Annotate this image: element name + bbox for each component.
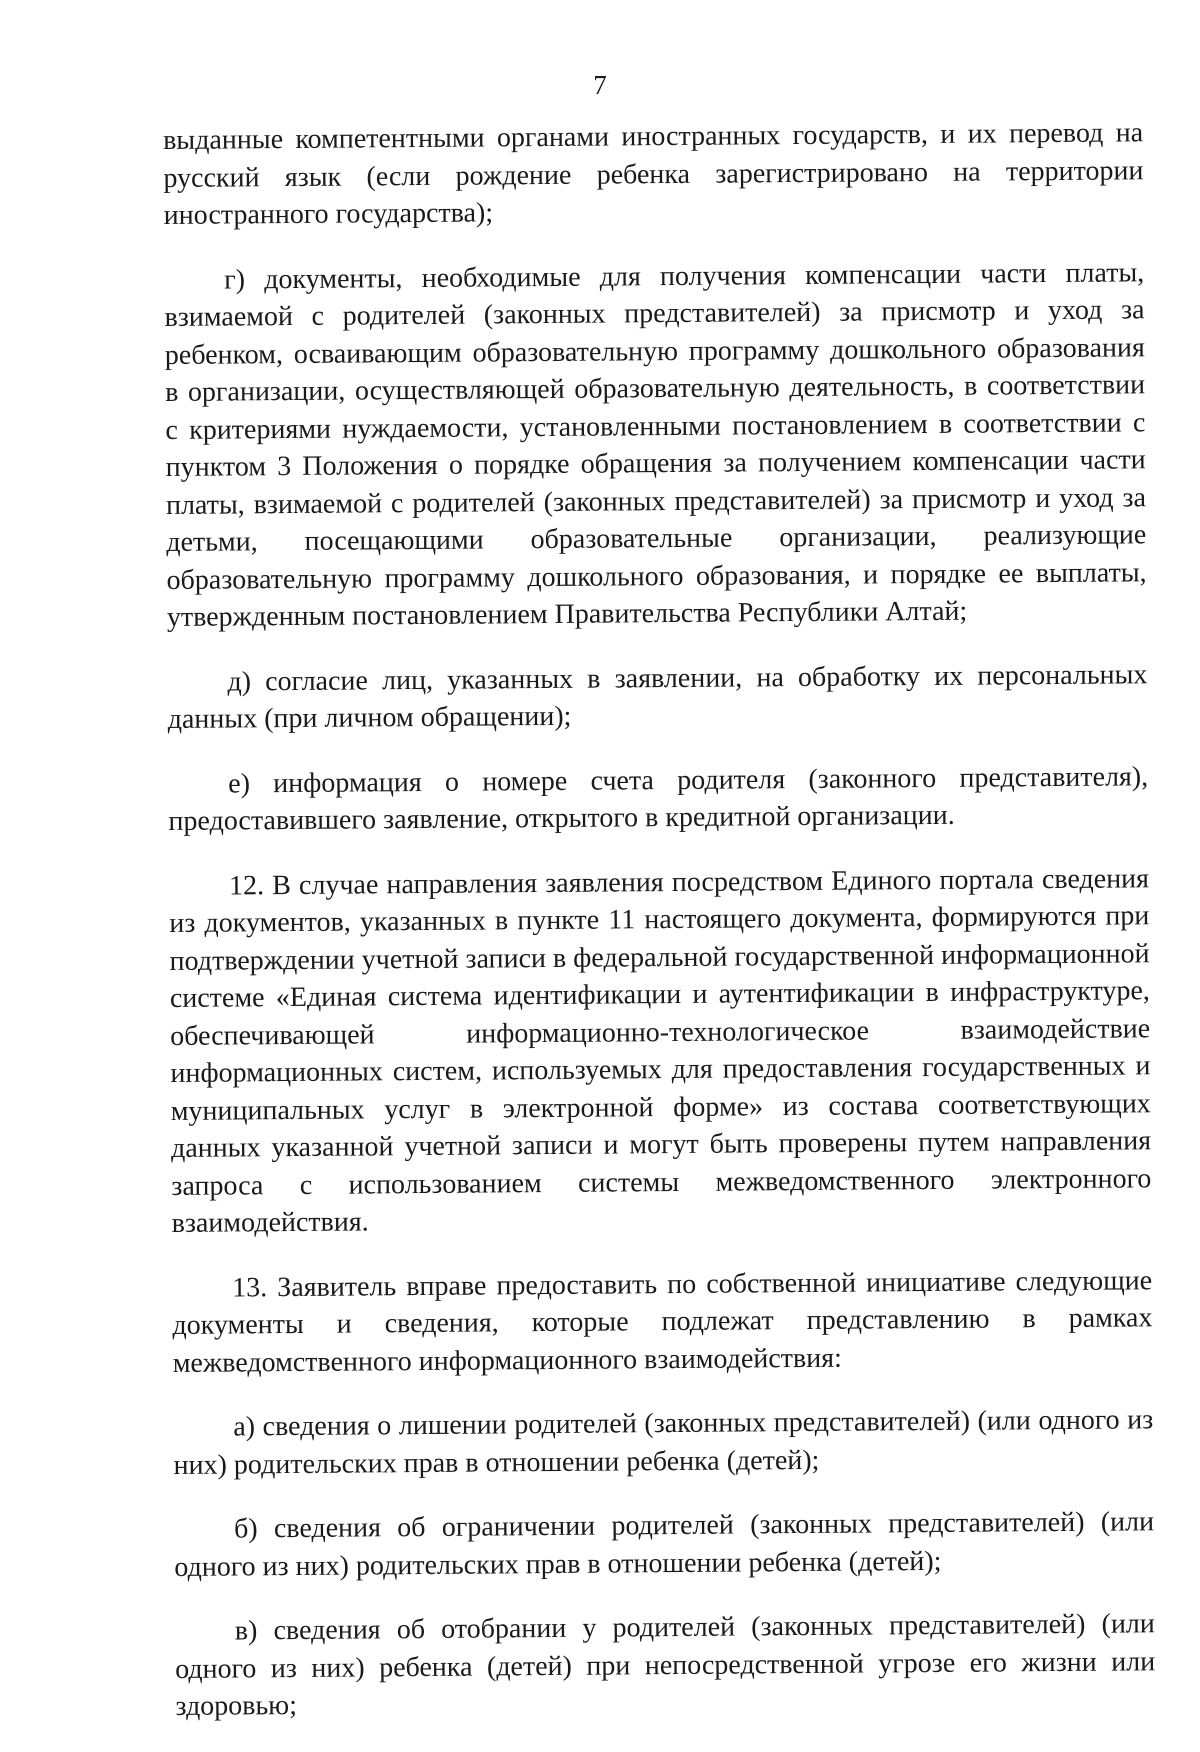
- paragraph-continuation: выданные компетентными органами иностранных государств, и их перевод на русский язык (если рождение ребенка зарегистрировано на территории иностранного государства);: [163, 117, 1144, 231]
- page-number: 7: [593, 70, 607, 100]
- list-item-a: а) сведения о лишении родителей (законных представителей) (или одного из них) родительских прав в отношении ребенка (детей);: [173, 1404, 1154, 1481]
- list-item-b: б) сведения об ограничении родителей (законных представителей) (или одного из них) родительских прав в отношении ребенка (детей);: [174, 1506, 1155, 1583]
- list-item-v: в) сведения об отобрании у родителей (законных представителей) (или одного из них) ребенка (детей) при непосредственной угрозе его жизни или здоровью;: [175, 1608, 1156, 1722]
- clause-13: 13. Заявитель вправе предоставить по собственной инициативе следующие документы и сведения, которые подлежат представлению в рамках межведомственного информационного взаимодействия:: [172, 1264, 1153, 1379]
- list-item-g: г) документы, необходимые для получения компенсации части платы, взимаемой с родителей (законных представителей) за присмотр и уход за ребенком, осваивающим образовательную программу дошкольного образования в организации, осуществляющей образовательную деятельность, в соответствии с критериями нуждаемости, установленными постановлением в соответствии с пунктом 3 Положения о порядке обращения за получением компенсации части платы, взимаемой с родителей (законных представителей) за присмотр и уход за детьми, посещающими образовательные организации, реализующие образовательную программу дошкольного образования, и порядке ее выплаты, утвержденным постановлением Правительства Республики Алтай;: [164, 256, 1147, 633]
- list-item-e: е) информация о номере счета родителя (законного представителя), предоставившего заявление, открытого в кредитной организации.: [168, 760, 1149, 837]
- list-item-d: д) согласие лиц, указанных в заявлении, на обработку их персональных данных (при личном обращении);: [167, 658, 1148, 735]
- document-body: [163, 114, 1156, 1752]
- clause-12: 12. В случае направления заявления посредством Единого портала сведения из документов, указанных в пункте 11 настоящего документа, формируются при подтверждении учетной записи в федеральной государственной информационной системе «Единая система идентификации и аутентификации в инфраструктуре, обеспечивающей информационно-технологическое взаимодействие информационных систем, используемых для предоставления государственных и муниципальных услуг в электронной форме» из состава соответствующих данных указанной учетной записи и могут быть проверены путем направления запроса с использованием системы межведомственного электронного взаимодействия.: [169, 862, 1152, 1239]
